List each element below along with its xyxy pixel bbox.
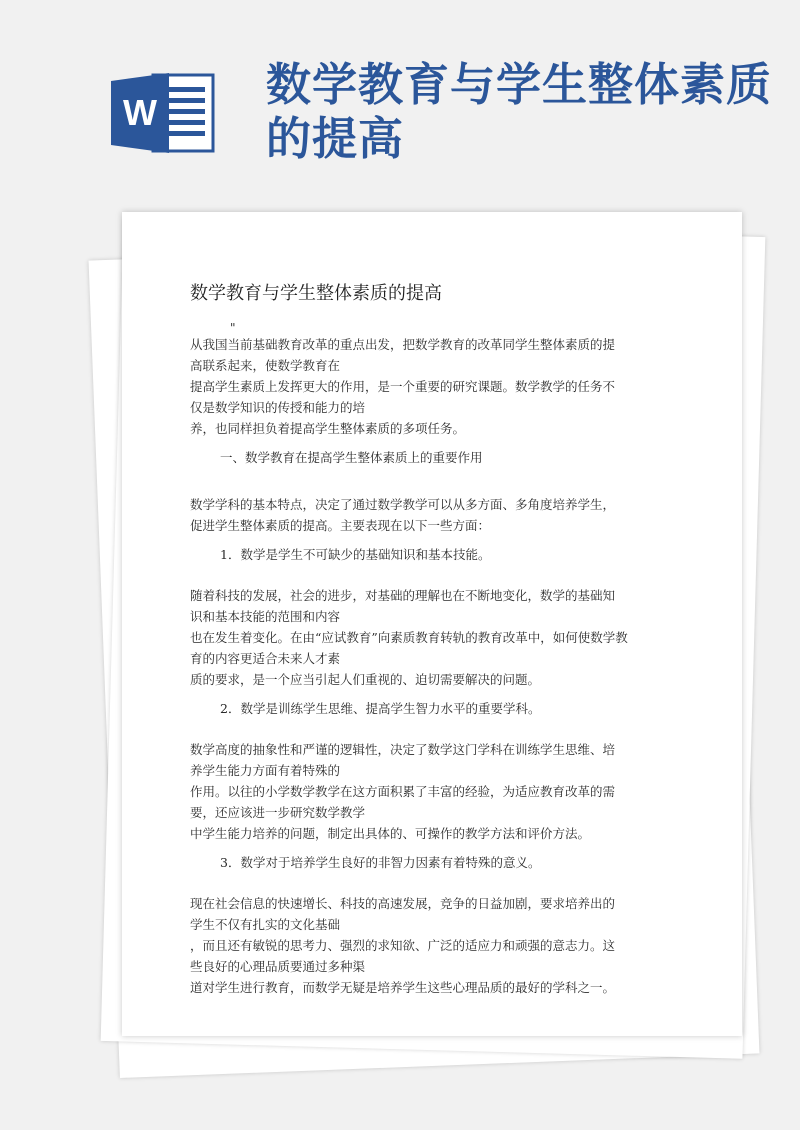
text-line: 也在发生着变化。在由“应试教育”向素质教育转轨的教育改革中，如何使数学教 [190, 630, 628, 645]
text-line: 质的要求，是一个应当引起人们重视的、迫切需要解决的问题。 [190, 672, 541, 687]
text-line: 养，也同样担负着提高学生整体素质的多项任务。 [190, 421, 466, 436]
section-heading: 一、数学教育在提高学生整体素质上的重要作用 [220, 450, 483, 465]
point-2-paragraph [190, 739, 638, 844]
text-line: 育的内容更适合未来人才素 [190, 651, 341, 666]
text-line: 从我国当前基础教育改革的重点出发，把数学教育的改革同学生整体素质的提 [190, 337, 616, 352]
point-3-paragraph [190, 893, 638, 998]
point-1-paragraph [190, 585, 638, 690]
text-line: 些良好的心理品质要通过多种渠 [190, 959, 366, 974]
text-line: 道对学生进行教育，而数学无疑是培养学生这些心理品质的最好的学科之一。 [190, 980, 616, 995]
document-body [190, 280, 638, 998]
text-line: 中学生能力培养的问题，制定出具体的、可操作的教学方法和评价方法。 [190, 826, 591, 841]
quote-mark: " [230, 321, 236, 335]
header-title: 数学教育与学生整体素质的提高 [266, 58, 773, 165]
word-document-icon [111, 73, 215, 153]
text-line: 仅是数学知识的传授和能力的培 [190, 400, 366, 415]
point-heading-2: 2．数学是训练学生思维、提高学生智力水平的重要学科。 [220, 701, 541, 716]
text-line: ，而且还有敏锐的思考力、强烈的求知欲、广泛的适应力和顽强的意志力。这 [190, 938, 616, 953]
text-line: 作用。以往的小学数学教学在这方面积累了丰富的经验，为适应教育改革的需 [190, 784, 616, 799]
text-line: 识和基本技能的范围和内容 [190, 609, 341, 624]
text-line: 高联系起来，使数学教育在 [190, 358, 341, 373]
document-title: 数学教育与学生整体素质的提高 [190, 283, 442, 304]
text-line: 提高学生素质上发挥更大的作用，是一个重要的研究课题。数学教学的任务不 [190, 379, 616, 394]
text-line: 数学学科的基本特点，决定了通过数学教学可以从多方面、多角度培养学生， [190, 497, 616, 512]
point-heading-3: 3．数学对于培养学生良好的非智力因素有着特殊的意义。 [220, 855, 541, 870]
svg-text:W: W [123, 92, 157, 133]
intro-paragraph [190, 334, 638, 439]
text-line: 随着科技的发展，社会的进步，对基础的理解也在不断地变化，数学的基础知 [190, 588, 616, 603]
point-heading-1: 1．数学是学生不可缺少的基础知识和基本技能。 [220, 547, 491, 562]
text-line: 现在社会信息的快速增长、科技的高速发展，竞争的日益加剧，要求培养出的 [190, 896, 616, 911]
text-line: 要，还应该进一步研究数学教学 [190, 805, 366, 820]
text-line: 促进学生整体素质的提高。主要表现在以下一些方面： [190, 518, 491, 533]
text-line: 数学高度的抽象性和严谨的逻辑性，决定了数学这门学科在训练学生思维、培 [190, 742, 616, 757]
text-line: 养学生能力方面有着特殊的 [190, 763, 341, 778]
basic-paragraph [190, 494, 638, 536]
text-line: 学生不仅有扎实的文化基础 [190, 917, 341, 932]
